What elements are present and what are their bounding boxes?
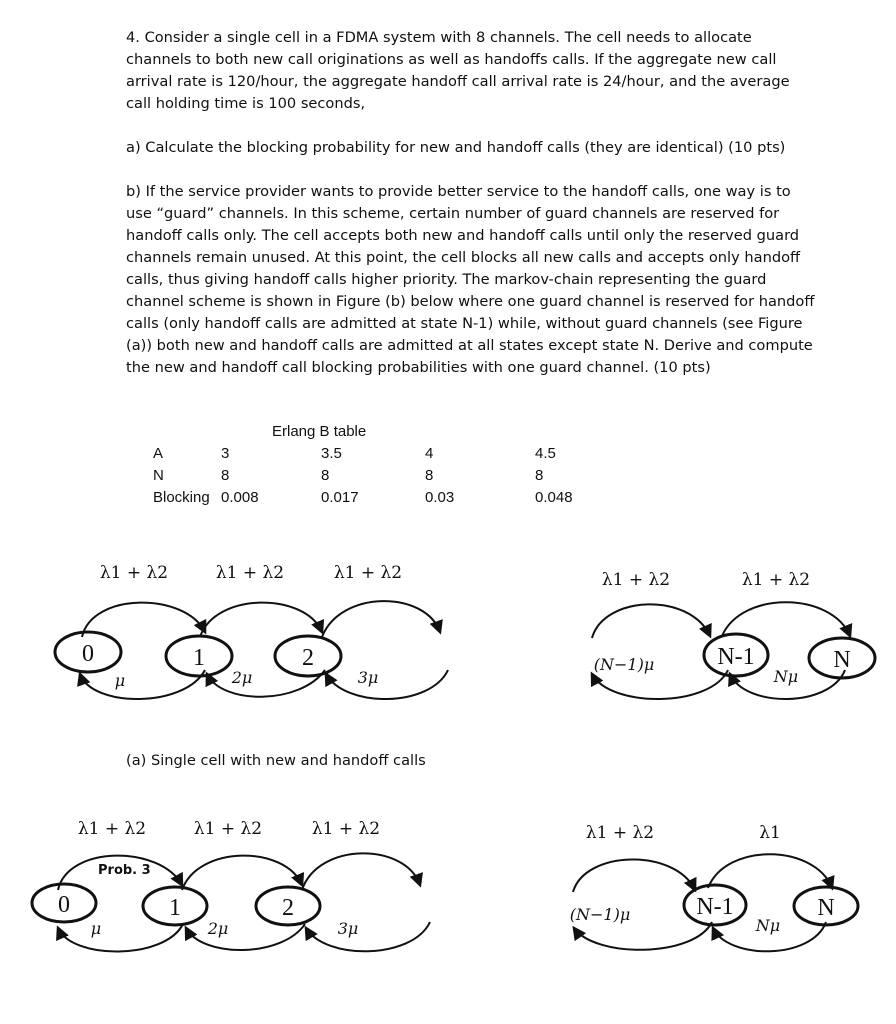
service-rate-label: (N−1)μ <box>569 905 631 924</box>
arc-back-1-0 <box>58 924 183 952</box>
erlang-cell: 8 <box>321 466 330 484</box>
service-rate-label: 2μ <box>231 668 253 687</box>
arc-back-n-1-prev <box>574 922 712 950</box>
erlang-table-title: Erlang B table <box>272 423 367 440</box>
erlang-row-a <box>153 442 615 464</box>
arrival-rate-label: λ1 + λ2 <box>311 819 381 839</box>
service-rate-label: Nμ <box>773 667 799 686</box>
question-part-b: b) If the service provider wants to provide better service to the handoff calls, one way is to use “guard” channels. In this scheme, certain number of guard channels are reserved for handoff calls only. The cell accepts both new and handoff calls until only the reserved guard channels remain unused. At this point, the cell blocks all new calls and accepts only handoff calls, thus giving handoff calls higher priority. The markov-chain representing the guard channel scheme is shown in Figure (b) below where one guard channel is reserved for handoff calls (only handoff calls are admitted at state N-1) while, without guard channels (see Figure (a)) both new and handoff calls are admitted at all states except state N. Derive and compute the new and handoff call blocking probabilities with one guard channel. (10 pts) <box>126 183 815 376</box>
state-label: N-1 <box>696 894 734 920</box>
arc-forward-2-next <box>322 601 440 637</box>
erlang-cell: 3.5 <box>321 444 342 462</box>
service-rate-label: 2μ <box>207 919 229 938</box>
state-label: N <box>817 895 835 921</box>
arc-back-n-1-prev <box>592 670 728 699</box>
erlang-cell: 0.03 <box>425 488 455 506</box>
arc-forward-to-n-1 <box>573 859 695 892</box>
arrival-rate-label: λ1 + λ2 <box>585 823 655 843</box>
service-rate-label: Nμ <box>755 916 781 935</box>
erlang-row-label: Blocking <box>153 488 210 506</box>
state-label: 2 <box>282 895 294 921</box>
state-label: N-1 <box>717 644 755 670</box>
erlang-row-label: N <box>153 466 164 484</box>
arrival-rate-label: λ1 + λ2 <box>77 819 147 839</box>
service-rate-label: μ <box>114 671 126 690</box>
arc-back-3-2 <box>326 670 448 699</box>
erlang-row-n <box>153 464 615 486</box>
erlang-cell: 4 <box>425 444 434 462</box>
erlang-cell: 0.017 <box>321 488 359 506</box>
arc-back-2-1 <box>186 924 305 950</box>
erlang-cell: 8 <box>535 466 544 484</box>
arrival-rate-label: λ1 + λ2 <box>333 563 403 583</box>
arc-back-2-1 <box>207 670 325 697</box>
service-rate-label: 3μ <box>357 668 379 687</box>
markov-chain-figures <box>0 540 896 980</box>
erlang-cell: 0.048 <box>535 488 573 506</box>
service-rate-label: (N−1)μ <box>593 655 655 674</box>
figure-a-caption: (a) Single cell with new and handoff calls <box>126 752 426 769</box>
erlang-cell: 3 <box>221 444 230 462</box>
arrival-rate-label: λ1 + λ2 <box>193 819 263 839</box>
arc-forward-n-1-n <box>708 854 832 888</box>
arrival-rate-label: λ1 + λ2 <box>99 563 169 583</box>
problem-marker: Prob. 3 <box>98 863 151 878</box>
figure-b <box>32 853 858 951</box>
arc-forward-n-1-n <box>722 602 850 636</box>
arc-forward-to-n-1 <box>592 604 710 638</box>
arc-forward-0-1 <box>82 603 205 637</box>
erlang-table <box>153 442 615 508</box>
state-label: 2 <box>302 645 314 671</box>
service-rate-label: μ <box>90 919 102 938</box>
service-rate-label: 3μ <box>337 919 359 938</box>
arrival-rate-label: λ1 + λ2 <box>741 570 811 590</box>
erlang-cell: 0.008 <box>221 488 259 506</box>
arrival-rate-label: λ1 + λ2 <box>215 563 285 583</box>
arrival-rate-label: λ1 <box>759 823 781 843</box>
erlang-row-label: A <box>153 444 164 462</box>
erlang-cell: 4.5 <box>535 444 556 462</box>
state-label: 1 <box>193 645 205 671</box>
erlang-cell: 8 <box>221 466 230 484</box>
arc-back-3-2 <box>306 922 430 951</box>
arc-forward-1-2 <box>182 856 302 890</box>
state-label: N <box>833 647 851 673</box>
state-label: 0 <box>58 892 70 918</box>
arrival-rate-label: λ1 + λ2 <box>601 570 671 590</box>
arc-forward-1-2 <box>200 603 322 637</box>
erlang-row-blocking <box>153 486 615 508</box>
question-part-a: a) Calculate the blocking probability for new and handoff calls (they are identical) (10 pts) <box>126 139 786 156</box>
question-intro: 4. Consider a single cell in a FDMA system with 8 channels. The cell needs to allocate channels to both new call originations as well as handoffs calls. If the aggregate new call arrival rate is 120/hour, the aggregate handoff call arrival rate is 24/hour, and the average call holding time is 100 seconds, <box>126 29 790 112</box>
state-label: 1 <box>169 895 181 921</box>
arc-forward-2-next <box>302 853 420 890</box>
erlang-cell: 8 <box>425 466 434 484</box>
state-label: 0 <box>82 641 94 667</box>
